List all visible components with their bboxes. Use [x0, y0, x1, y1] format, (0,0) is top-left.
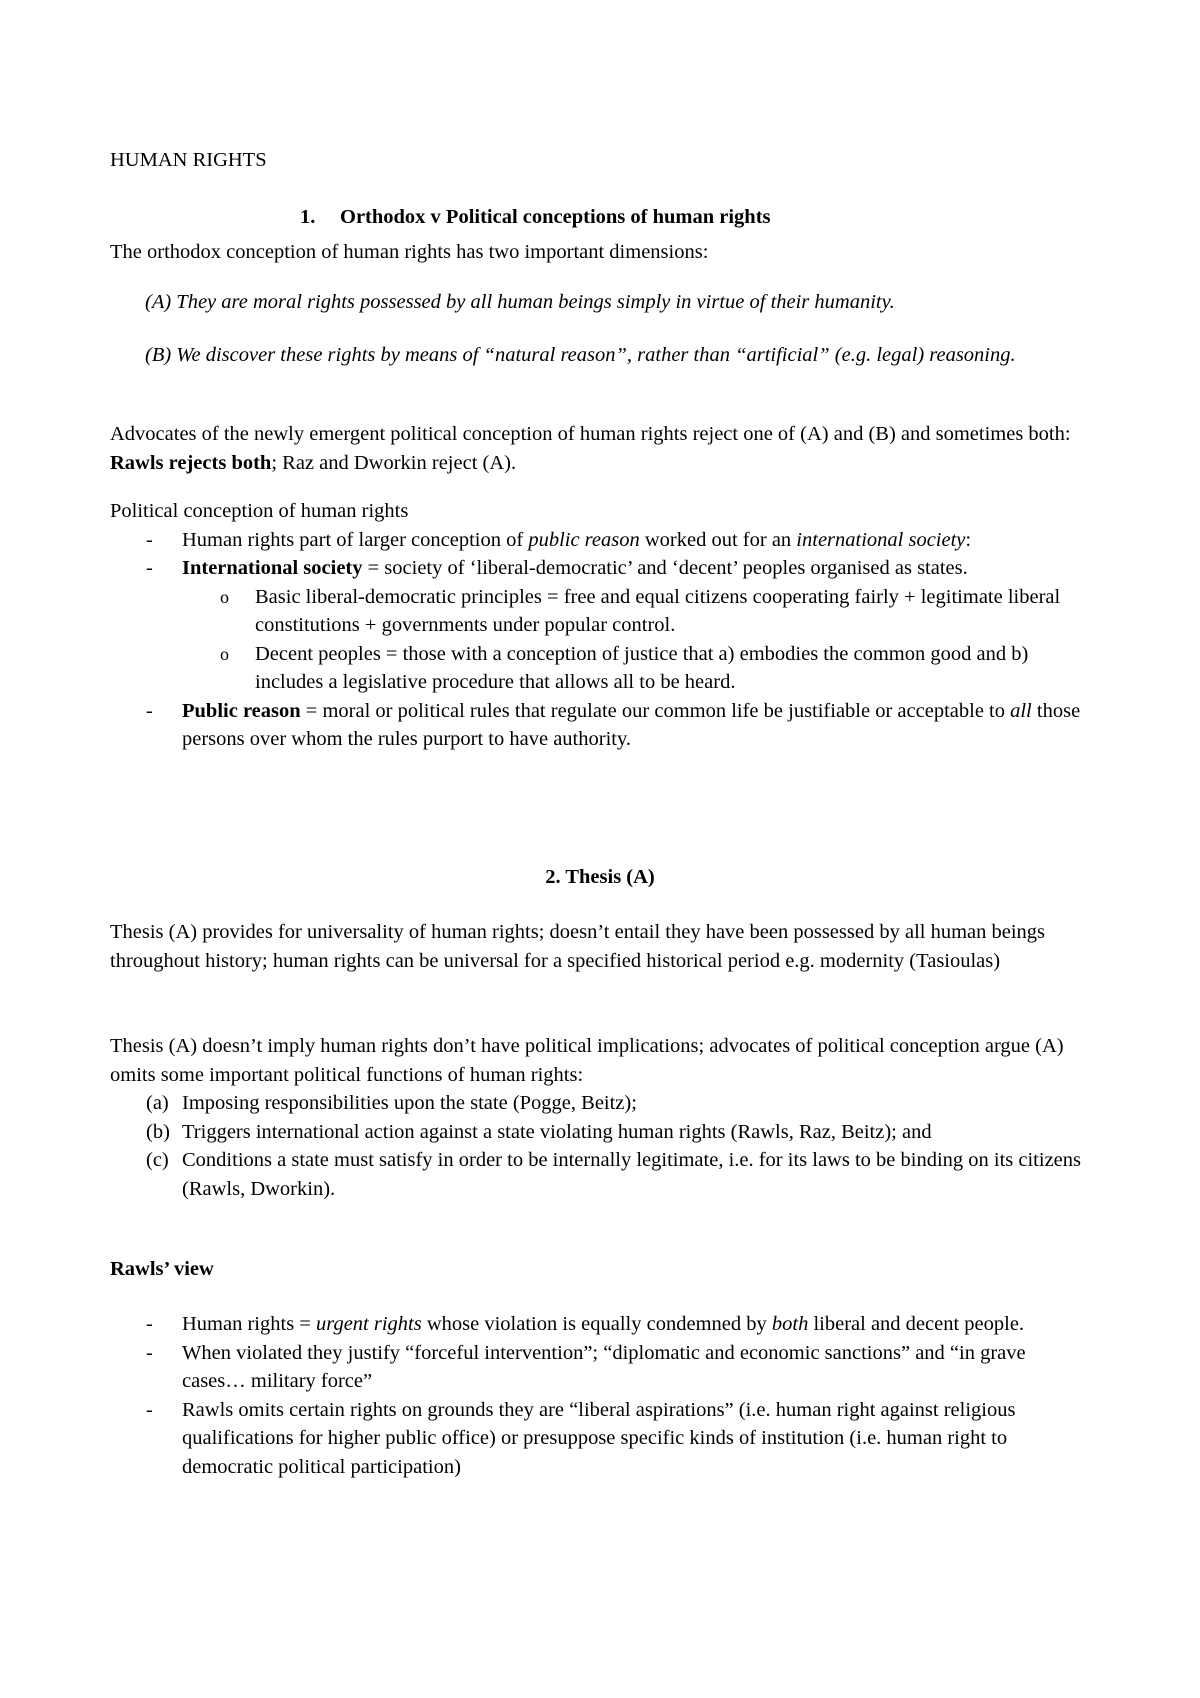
bullet1-mid: worked out for an: [639, 528, 797, 551]
rawls3-text: Rawls omits certain rights on grounds they are “liberal aspirations” (i.e. human right against religious qualifications for higher public office) or presuppose specific kinds of institution (i.e. human right to democratic political participation): [182, 1398, 1016, 1478]
bullet3-post: those persons over whom the rules purport to have authority.: [182, 699, 1081, 750]
thesis-a-paragraph-1: Thesis (A) provides for universality of human rights; doesn’t entail they have been possessed by all human beings throughout history; human rights can be universal for a specified historical period e.g. modernity (Tasioulas): [110, 921, 1046, 972]
list-item: [0, 583, 1090, 640]
circle-marker: o: [220, 586, 229, 607]
bullet2-bold: International society: [182, 557, 363, 579]
advocates-bold: Rawls rejects both: [110, 451, 272, 474]
item-text: Triggers international action against a state violating human rights (Rawls, Raz, Beitz); and: [182, 1120, 932, 1143]
rawls1-post: liberal and decent people.: [808, 1313, 1025, 1335]
thesis-a-paragraph-2: Thesis (A) doesn’t imply human rights don’t have political implications; advocates of political conception argue (A) omits some important political functions of human rights:: [110, 1035, 1064, 1086]
list-item: [110, 554, 1090, 583]
document-title: HUMAN RIGHTS: [110, 149, 267, 171]
section1-heading-text: Orthodox v Political conceptions of human rights: [340, 206, 771, 228]
list-item: [110, 1396, 1090, 1482]
sub-bullet-2: Decent peoples = those with a conception of justice that a) embodies the common good and b) includes a legislative procedure that allows all to be heard.: [255, 642, 1029, 693]
item-marker: (a): [146, 1092, 169, 1114]
advocates-part2: ; Raz and Dworkin reject (A).: [271, 451, 517, 474]
sub-bullet-1: Basic liberal-democratic principles = free and equal citizens cooperating fairly + legitimate liberal constitutions + governments under popular control.: [255, 585, 1061, 636]
dash-marker: -: [146, 1398, 153, 1421]
functions-list: [110, 1089, 1090, 1203]
bullet1-pre: Human rights part of larger conception of: [182, 528, 529, 551]
rawls-bullet-list: [110, 1310, 1090, 1481]
advocates-part1: Advocates of the newly emergent political conception of human rights reject one of (A) and (B) and sometimes both:: [110, 423, 1071, 445]
dash-marker: -: [146, 1341, 153, 1364]
political-bullet-list-2: [110, 697, 1090, 754]
section1-number: 1.: [300, 206, 316, 228]
list-item: [110, 1089, 1090, 1118]
section1-heading: [300, 203, 1000, 232]
rawls1-em2: both: [771, 1313, 809, 1335]
list-item: [110, 526, 1090, 555]
political-conception-heading: Political conception of human rights: [110, 500, 409, 522]
bullet2-rest: = society of ‘liberal-democratic’ and ‘decent’ peoples organised as states.: [362, 557, 968, 579]
rawls2-text: When violated they justify “forceful intervention”; “diplomatic and economic sanctions” and “in grave cases… military force”: [182, 1341, 1026, 1392]
bullet1-em2: international society: [796, 528, 966, 551]
rawls1-mid: whose violation is equally condemned by: [421, 1313, 772, 1335]
section1-intro: The orthodox conception of human rights has two important dimensions:: [110, 241, 709, 263]
bullet3-bold: Public reason: [182, 699, 301, 722]
item-text: Imposing responsibilities upon the state (Pogge, Beitz);: [182, 1092, 637, 1114]
dash-marker: -: [146, 557, 153, 579]
bullet3-em: all: [1010, 699, 1032, 722]
dash-marker: -: [146, 528, 153, 551]
bullet1-post: :: [965, 528, 972, 551]
dimension-b: (B) We discover these rights by means of “natural reason”, rather than “artificial” (e.g. legal) reasoning.: [145, 344, 1016, 366]
list-item: [110, 1339, 1090, 1396]
circle-marker: o: [220, 643, 229, 664]
list-item: [0, 640, 1090, 697]
rawls1-pre: Human rights =: [182, 1313, 316, 1335]
sub-bullet-list: [0, 583, 1090, 697]
list-item: [110, 1118, 1090, 1147]
list-item: [110, 1146, 1090, 1203]
item-marker: (c): [146, 1149, 169, 1171]
item-text: Conditions a state must satisfy in order to be internally legitimate, i.e. for its laws to be binding on its citizens (Rawls, Dworkin).: [182, 1149, 1081, 1200]
dash-marker: -: [146, 1313, 153, 1335]
section2-heading: 2. Thesis (A): [545, 866, 655, 888]
rawls-view-block: [110, 1310, 1090, 1481]
item-marker: (b): [146, 1120, 170, 1143]
list-item: [110, 1310, 1090, 1339]
dash-marker: -: [146, 699, 153, 722]
rawls1-em1: urgent rights: [315, 1313, 422, 1335]
rawls-view-heading: Rawls’ view: [110, 1258, 214, 1280]
thesis-a-block: [110, 1032, 1090, 1203]
list-item: [110, 697, 1090, 754]
political-conception-block: [110, 497, 1090, 754]
advocates-paragraph: [110, 420, 1090, 477]
political-bullet-list: [110, 526, 1090, 583]
bullet3-pre: = moral or political rules that regulate our common life be justifiable or acceptable to: [300, 699, 1011, 722]
dimension-a: (A) They are moral rights possessed by all human beings simply in virtue of their humanity.: [145, 291, 895, 313]
bullet1-em1: public reason: [528, 528, 640, 551]
